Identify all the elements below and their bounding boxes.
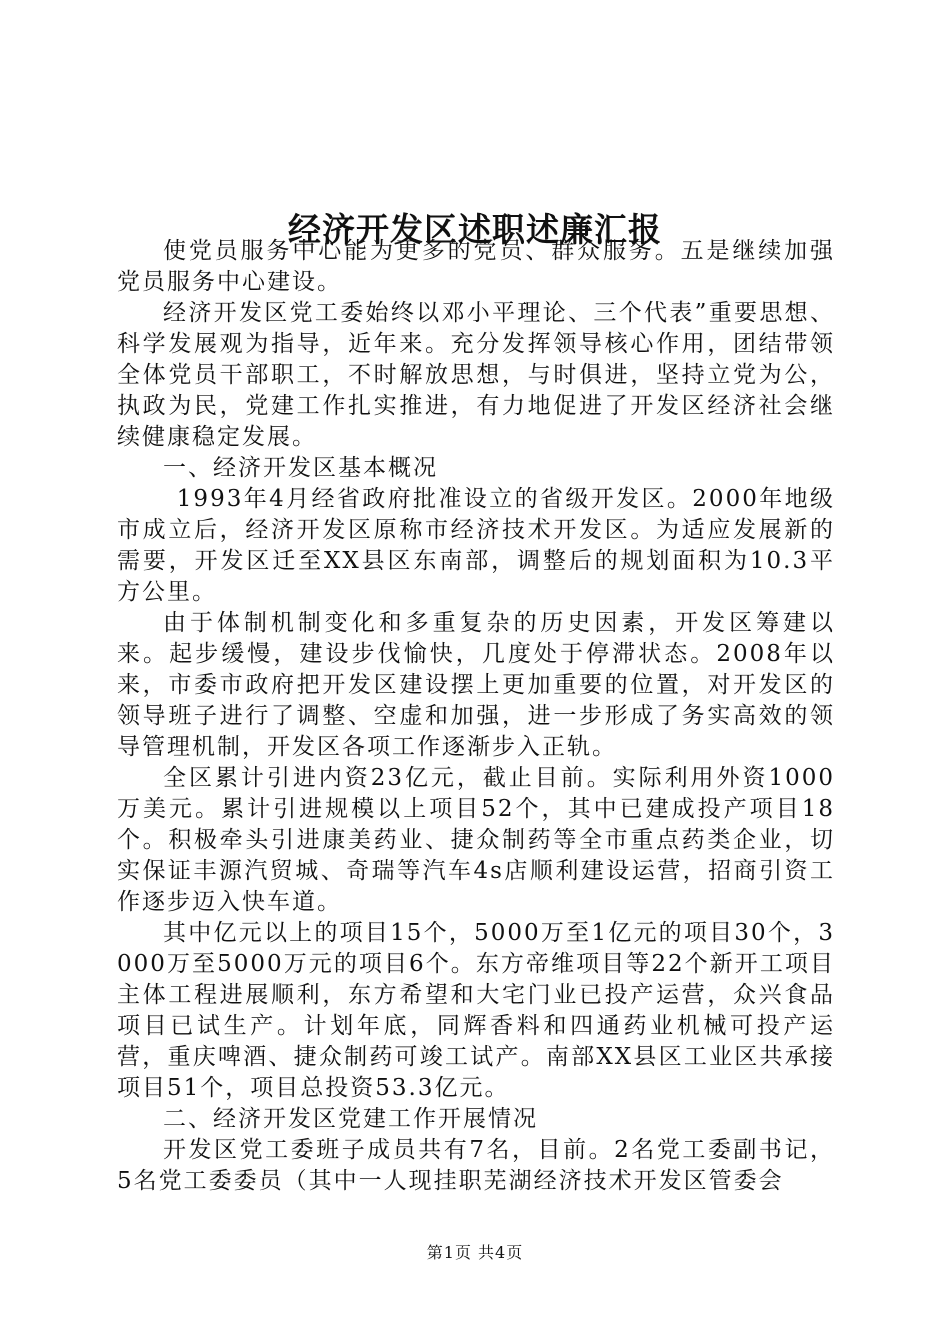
paragraph: 1993年4月经省政府批准设立的省级开发区。2000年地级市成立后，经济开发区原称市经济技术开发区。为适应发展新的需要，开发区迁至XX县区东南部，调整后的规划面积为10.3平方公里。 (117, 486, 835, 605)
paragraph: 由于体制机制变化和多重复杂的历史因素，开发区筹建以来。起步缓慢，建设步伐愉快，几度处于停滞状态。2008年以来，市委市政府把开发区建设摆上更加重要的位置，对开发区的领导班子进行了调整、空虚和加强，进一步形成了务实高效的领导管理机制，开发区各项工作逐渐步入正轨。 (117, 610, 835, 760)
section-heading: 一、经济开发区基本概况 (163, 455, 438, 481)
paragraph: 使党员服务中心能为更多的党员、群众服务。五是继续加强党员服务中心建设。 (117, 238, 835, 295)
section-heading: 二、经济开发区党建工作开展情况 (163, 1106, 538, 1132)
paragraph: 开发区党工委班子成员共有7名，目前。2名党工委副书记，5名党工委委员（其中一人现挂职芜湖经济技术开发区管委会 (117, 1137, 835, 1194)
paragraph: 全区累计引进内资23亿元，截止目前。实际利用外资1000万美元。累计引进规模以上项目52个，其中已建成投产项目18个。积极牵头引进康美药业、捷众制药等全市重点药类企业，切实保证丰源汽贸城、奇瑞等汽车4s店顺利建设运营，招商引资工作逐步迈入快车道。 (117, 765, 835, 915)
paragraph: 经济开发区党工委始终以邓小平理论、三个代表”重要思想、科学发展观为指导，近年来。充分发挥领导核心作用，团结带领全体党员干部职工，不时解放思想，与时俱进，坚持立党为公，执政为民，党建工作扎实推进，有力地促进了开发区经济社会继续健康稳定发展。 (117, 300, 835, 450)
page-footer: 第1页 共4页 (426, 1243, 524, 1262)
paragraph: 其中亿元以上的项目15个，5000万至1亿元的项目30个，3000万至5000万元的项目6个。东方帝维项目等22个新开工项目主体工程进展顺利，东方希望和大宅门业已投产运营，众兴食品项目已试生产。计划年底，同辉香料和四通药业机械可投产运营，重庆啤酒、捷众制药可竣工试产。南部XX县区工业区共承接项目51个，项目总投资53.3亿元。 (117, 920, 835, 1101)
document-body (117, 236, 835, 1197)
document-title: 经济开发区述职述廉汇报 (288, 210, 662, 250)
